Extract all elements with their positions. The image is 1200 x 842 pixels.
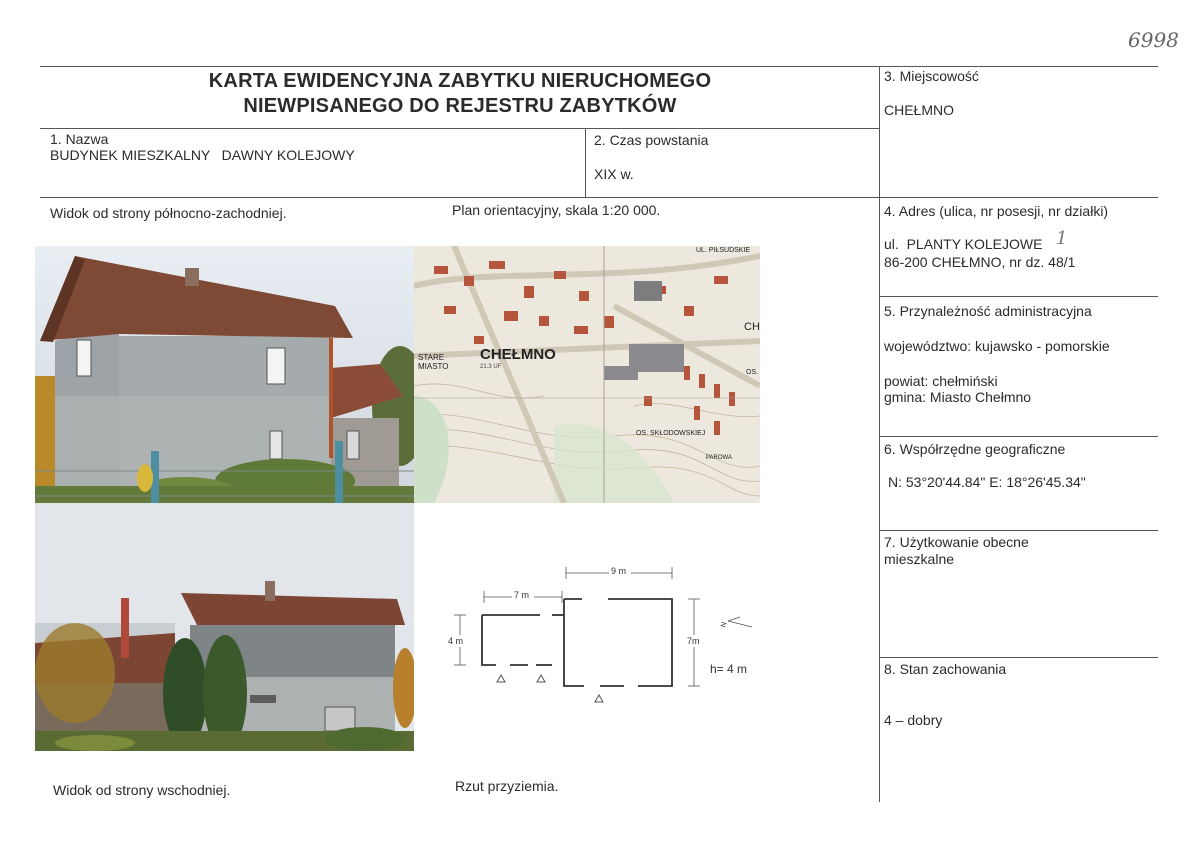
dim-left-depth: 4 m — [448, 636, 464, 646]
date-label: 2. Czas powstania — [594, 132, 709, 148]
coords-label: 6. Współrzędne geograficzne — [884, 441, 1066, 457]
frame-top-line — [40, 66, 1158, 67]
caption-view-nw: Widok od strony północno-zachodniej. — [50, 205, 287, 221]
right-line-8 — [879, 657, 1158, 658]
header-bottom-line — [40, 128, 880, 129]
admin-commune: gmina: Miasto Chełmno — [884, 389, 1032, 405]
usage-value: mieszkalne — [884, 551, 955, 567]
main-column-divider — [879, 66, 880, 802]
admin-label: 5. Przynależność administracyjna — [884, 303, 1092, 319]
dim-height: h= 4 m — [710, 662, 748, 676]
dim-total-width: 9 m — [611, 566, 627, 576]
usage-label: 7. Użytkowanie obecne — [884, 534, 1029, 550]
condition-value: 4 – dobry — [884, 712, 943, 728]
address-line1: ul. PLANTY KOLEJOWE — [884, 236, 1043, 252]
right-line-7 — [879, 530, 1158, 531]
admin-county: powiat: chełmiński — [884, 373, 998, 389]
dim-left-width: 7 m — [514, 590, 530, 600]
address-label: 4. Adres (ulica, nr posesji, nr działki) — [884, 203, 1109, 219]
map-label-parowa: PAROWA — [706, 455, 733, 461]
right-line-6 — [879, 436, 1158, 437]
map-label-ch: CH — [744, 321, 760, 333]
coords-value: N: 53°20'44.84" E: 18°26'45.34" — [888, 474, 1086, 490]
name-value: BUDYNEK MIESZKALNY DAWNY KOLEJOWY — [50, 147, 355, 163]
name-date-divider — [585, 128, 586, 197]
caption-view-e: Widok od strony wschodniej. — [53, 782, 231, 798]
map-label-old-town-1: STARE — [418, 353, 445, 362]
archive-number: 6998 — [1128, 28, 1179, 52]
name-row-bottom-line — [40, 197, 1158, 198]
date-value: XIX w. — [594, 166, 634, 182]
caption-plan: Rzut przyziemia. — [455, 778, 559, 794]
locality-label: 3. Miejscowość — [884, 68, 979, 84]
photo-northwest-view — [35, 246, 414, 503]
map-label-street: UL. PIŁSUDSKIE — [696, 247, 751, 254]
condition-label: 8. Stan zachowania — [884, 661, 1007, 677]
right-line-5 — [879, 296, 1158, 297]
map-label-old-town-2: MIASTO — [418, 362, 449, 371]
name-label: 1. Nazwa — [50, 131, 109, 147]
locality-value: CHEŁMNO — [884, 102, 955, 118]
map-label-district: OS. SKŁODOWSKIEJ — [636, 430, 706, 437]
photo-east-view — [35, 503, 414, 751]
card-title-line1: KARTA EWIDENCYJNA ZABYTKU NIERUCHOMEGO — [208, 70, 712, 92]
card-title-line2: NIEWPISANEGO DO REJESTRU ZABYTKÓW — [243, 95, 677, 117]
map-label-elevation: 21.3 UF — [480, 364, 502, 370]
orientation-map — [414, 246, 760, 503]
map-label-os: OS. — [746, 369, 759, 376]
address-line2: 86-200 CHEŁMNO, nr dz. 48/1 — [884, 254, 1076, 270]
address-handwritten-number: 1 — [1056, 228, 1068, 249]
north-arrow-label: N — [720, 621, 729, 629]
dim-right-depth: 7m — [687, 636, 700, 646]
floor-plan — [414, 503, 760, 751]
admin-voivodeship: województwo: kujawsko - pomorskie — [884, 338, 1110, 354]
caption-map: Plan orientacyjny, skala 1:20 000. — [452, 202, 661, 218]
map-label-town: CHEŁMNO — [480, 346, 556, 363]
